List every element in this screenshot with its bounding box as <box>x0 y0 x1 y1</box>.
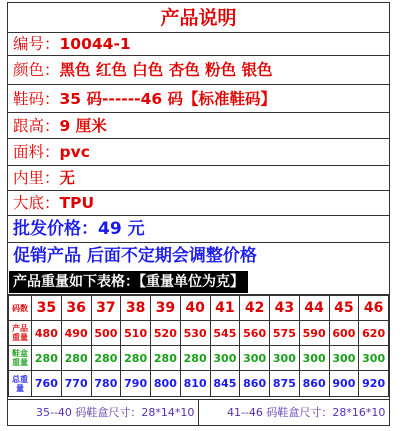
attr-size-key: 鞋码： <box>13 90 60 108</box>
attr-material-value: pvc <box>59 143 90 161</box>
page-title: 产品说明 <box>8 3 389 33</box>
product-weight-cell: 480 <box>32 321 62 346</box>
total-weight-cell: 790 <box>121 371 151 397</box>
total-weight-cell: 770 <box>61 371 91 397</box>
size-cell: 41 <box>210 296 240 321</box>
product-weight-cell: 560 <box>240 321 270 346</box>
product-weight-cell: 545 <box>210 321 240 346</box>
attr-heel-value: 9 厘米 <box>59 117 107 135</box>
box-weight-cell: 280 <box>121 346 151 371</box>
total-weight-cell: 845 <box>210 371 240 397</box>
attr-sole-value: TPU <box>59 194 95 212</box>
weight-table <box>8 295 389 397</box>
size-cell: 36 <box>61 296 91 321</box>
attr-heel <box>8 113 389 139</box>
promo-note: 促销产品 后面不定期会调整价格 <box>13 246 257 266</box>
size-cell: 46 <box>359 296 389 321</box>
attr-size <box>8 85 389 113</box>
box-weight-cell: 280 <box>180 346 210 371</box>
box-weight-cell: 300 <box>299 346 329 371</box>
attr-color-key: 颜色： <box>13 61 60 79</box>
size-cell: 38 <box>121 296 151 321</box>
total-weight-cell: 810 <box>180 371 210 397</box>
box-weight-cell: 280 <box>61 346 91 371</box>
box-size-large: 41--46 码鞋盒尺寸：28*16*10 <box>227 406 386 419</box>
box-weight-cell: 280 <box>91 346 121 371</box>
box-size-footer <box>8 399 389 425</box>
attr-lining-key: 内里： <box>13 169 60 187</box>
product-weight-row <box>9 321 389 346</box>
product-weight-cell: 530 <box>180 321 210 346</box>
box-weight-cell: 280 <box>151 346 181 371</box>
attr-material <box>8 139 389 166</box>
product-weight-cell: 490 <box>61 321 91 346</box>
product-weight-cell: 510 <box>121 321 151 346</box>
box-weight-cell: 300 <box>359 346 389 371</box>
attr-color-value: 黑色 红色 白色 杏色 粉色 银色 <box>59 61 273 79</box>
product-weight-cell: 520 <box>151 321 181 346</box>
box-weight-row <box>9 346 389 371</box>
product-weight-cell: 600 <box>329 321 359 346</box>
product-weight-cell: 590 <box>299 321 329 346</box>
attr-color <box>8 56 389 85</box>
total-weight-cell: 780 <box>91 371 121 397</box>
product-weight-cell: 500 <box>91 321 121 346</box>
attr-code-value: 10044-1 <box>59 35 131 53</box>
attr-size-value: 35 码------46 码【标准鞋码】 <box>59 90 277 108</box>
wholesale-price: 批发价格：49 元 <box>8 216 389 243</box>
size-cell: 43 <box>270 296 300 321</box>
size-row <box>9 296 389 321</box>
size-header: 码数 <box>9 296 32 321</box>
total-weight-header: 总重量 <box>9 371 32 397</box>
attr-sole-key: 大底： <box>13 194 60 212</box>
product-weight-cell: 620 <box>359 321 389 346</box>
total-weight-cell: 760 <box>32 371 62 397</box>
attr-code-key: 编号： <box>13 35 60 53</box>
box-size-small: 35--40 码鞋盒尺寸：28*14*10 <box>8 400 199 425</box>
total-weight-cell: 800 <box>151 371 181 397</box>
total-weight-row <box>9 371 389 397</box>
total-weight-cell: 920 <box>359 371 389 397</box>
box-weight-cell: 300 <box>210 346 240 371</box>
attr-code <box>8 33 389 56</box>
total-weight-cell: 860 <box>299 371 329 397</box>
attr-lining-value: 无 <box>59 169 76 187</box>
size-cell: 44 <box>299 296 329 321</box>
box-weight-cell: 300 <box>240 346 270 371</box>
box-weight-header: 鞋盒重量 <box>9 346 32 371</box>
attr-lining <box>8 166 389 191</box>
box-weight-cell: 300 <box>329 346 359 371</box>
size-cell: 42 <box>240 296 270 321</box>
size-cell: 39 <box>151 296 181 321</box>
size-cell: 45 <box>329 296 359 321</box>
product-sheet <box>7 2 390 426</box>
size-cell: 40 <box>180 296 210 321</box>
total-weight-cell: 875 <box>270 371 300 397</box>
box-weight-cell: 280 <box>32 346 62 371</box>
product-weight-header: 产品重量 <box>9 321 32 346</box>
size-cell: 35 <box>32 296 62 321</box>
attr-sole <box>8 191 389 216</box>
weight-label: 产品重量如下表格：【重量单位为克】 <box>9 271 248 293</box>
attr-heel-key: 跟高： <box>13 117 60 135</box>
weight-header <box>8 270 389 295</box>
total-weight-cell: 900 <box>329 371 359 397</box>
size-cell: 37 <box>91 296 121 321</box>
box-weight-cell: 300 <box>270 346 300 371</box>
attr-material-key: 面料： <box>13 143 60 161</box>
total-weight-cell: 860 <box>240 371 270 397</box>
product-weight-cell: 575 <box>270 321 300 346</box>
